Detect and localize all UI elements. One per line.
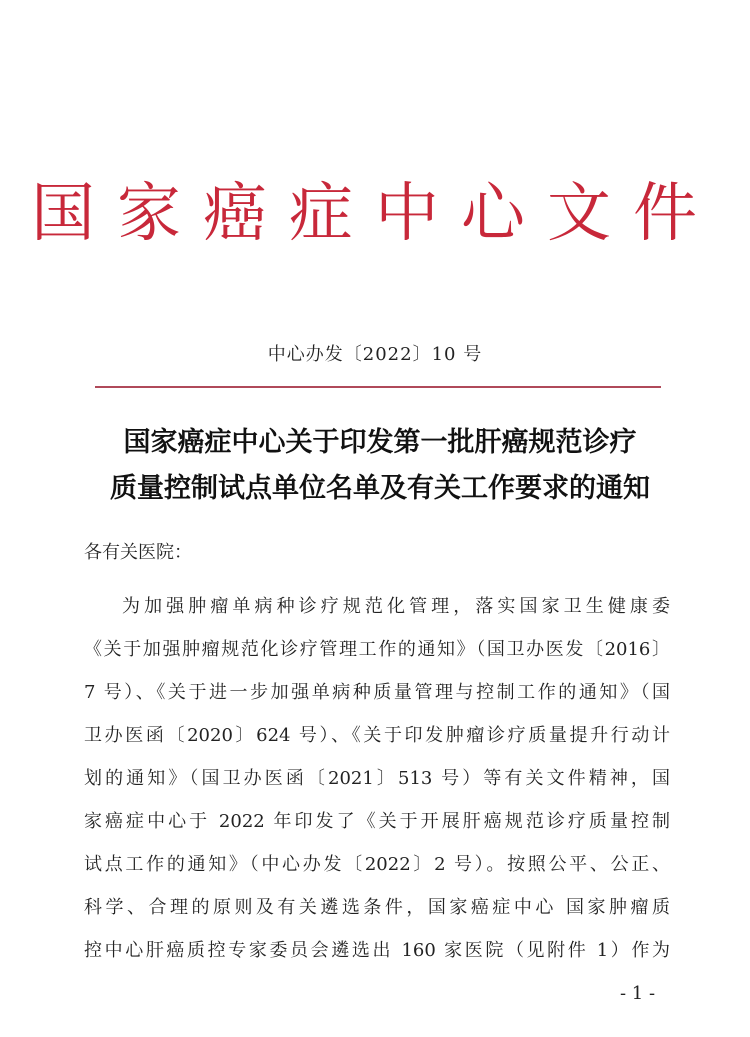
page-number: - 1 - <box>620 983 656 1004</box>
salutation: 各有关医院： <box>84 542 192 563</box>
document-number: 中心办发〔2022〕10 号 <box>267 344 483 365</box>
body-line: 划的通知》（国卫办医函〔2021〕513 号）等有关文件精神，国 <box>84 768 670 789</box>
body-line: 控中心肝癌质控专家委员会遴选出 160 家医院（见附件 1）作为 <box>84 940 670 961</box>
body-line: 为加强肿瘤单病种诊疗规范化管理，落实国家卫生健康委 <box>122 596 670 617</box>
body-line: 卫办医函〔2020〕624 号）、《关于印发肿瘤诊疗质量提升行动计 <box>84 725 670 746</box>
document-title <box>80 420 680 512</box>
body-line: 试点工作的通知》（中心办发〔2022〕2 号）。按照公平、公正、 <box>84 854 670 875</box>
document-masthead: 国家癌症中心文件 <box>31 177 719 251</box>
body-line: 科学、合理的原则及有关遴选条件，国家癌症中心 国家肿瘤质 <box>84 897 670 918</box>
body-line: 7 号）、《关于进一步加强单病种质量管理与控制工作的通知》（国 <box>84 682 670 703</box>
title-line-2: 质量控制试点单位名单及有关工作要求的通知 <box>110 473 650 504</box>
red-divider-line <box>95 386 661 388</box>
title-line-1: 国家癌症中心关于印发第一批肝癌规范诊疗 <box>123 427 637 458</box>
body-line: 家癌症中心于 2022 年印发了《关于开展肝癌规范诊疗质量控制 <box>84 811 670 832</box>
body-line: 《关于加强肿瘤规范化诊疗管理工作的通知》（国卫办医发〔2016〕 <box>84 639 670 660</box>
body-text <box>84 585 670 972</box>
